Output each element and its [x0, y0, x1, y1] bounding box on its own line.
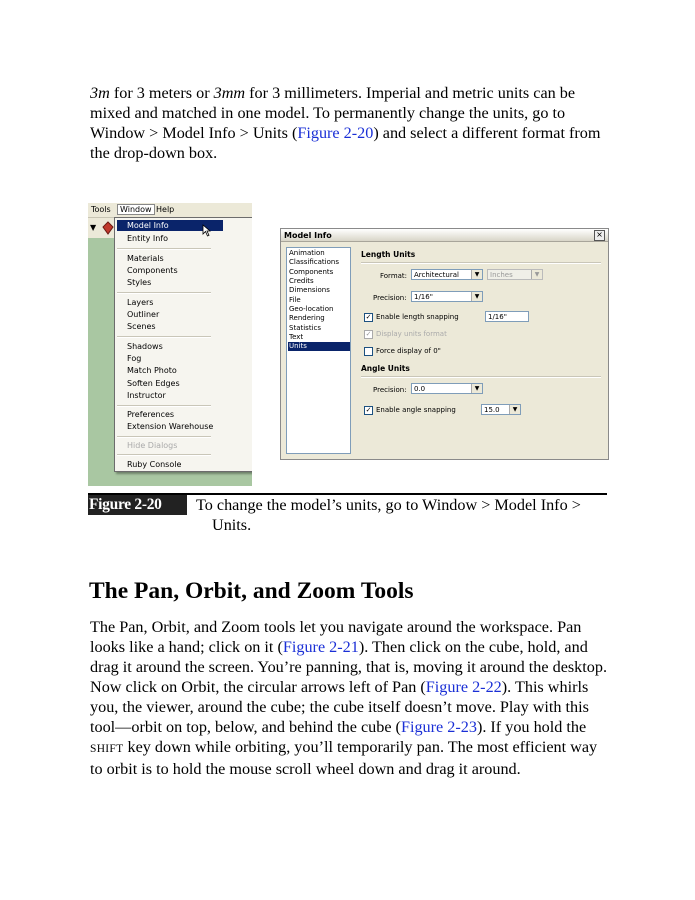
- menu-item-hide-dialogs: Hide Dialogs: [127, 441, 178, 450]
- menu-item-layers[interactable]: Layers: [127, 298, 154, 307]
- category-animation[interactable]: Animation: [289, 249, 325, 257]
- enable-length-snapping-checkbox[interactable]: ✓: [365, 313, 372, 321]
- unit-example-mm: 3mm: [213, 84, 246, 102]
- menu-item-instructor[interactable]: Instructor: [127, 391, 166, 400]
- dropdown-arrow-icon: ▼: [471, 292, 482, 301]
- category-geo-location[interactable]: Geo-location: [289, 305, 334, 313]
- angle-precision-select[interactable]: 0.0 ▼: [411, 383, 483, 394]
- menu-item-components[interactable]: Components: [127, 266, 178, 275]
- figure-2-20-link[interactable]: Figure 2-20: [297, 124, 374, 142]
- menu-item-entity-info[interactable]: Entity Info: [127, 234, 169, 243]
- figure-2-23-link[interactable]: Figure 2-23: [400, 718, 477, 736]
- menu-bar: [88, 203, 252, 218]
- menu-tools[interactable]: Tools: [91, 205, 111, 214]
- dropdown-arrow-icon: ▼: [471, 270, 482, 279]
- dialog-titlebar: [281, 229, 608, 242]
- window-menu-dropdown: [114, 217, 252, 472]
- ruby-tool-icon: [102, 221, 114, 235]
- menu-item-fog[interactable]: Fog: [127, 354, 142, 363]
- menu-separator: [117, 292, 211, 294]
- dropdown-arrow-icon: ▼: [509, 405, 520, 414]
- menu-item-shadows[interactable]: Shadows: [127, 342, 163, 351]
- dropdown-arrow-icon: ▼: [471, 384, 482, 393]
- figure-2-21-link[interactable]: Figure 2-21: [282, 638, 359, 656]
- menu-item-model-info[interactable]: Model Info: [117, 220, 223, 231]
- mouse-cursor-icon: [202, 224, 211, 237]
- category-units[interactable]: Units: [288, 342, 350, 351]
- length-precision-label: Precision:: [373, 294, 407, 302]
- category-file[interactable]: File: [289, 295, 301, 304]
- display-units-format-checkbox: ✓: [365, 330, 372, 338]
- menu-separator: [117, 436, 211, 438]
- menu-window[interactable]: Window: [117, 204, 155, 215]
- category-classifications[interactable]: Classifications: [289, 258, 339, 266]
- shift-key-label: SHIFT: [90, 743, 124, 755]
- menu-item-extension-warehouse[interactable]: Extension Warehouse: [127, 422, 214, 431]
- menu-item-match-photo[interactable]: Match Photo: [127, 366, 177, 375]
- category-list: [286, 247, 351, 454]
- menu-item-styles[interactable]: Styles: [127, 278, 152, 287]
- figure-label: Figure 2-20: [88, 495, 187, 515]
- category-components[interactable]: Components: [289, 267, 334, 276]
- length-precision-select[interactable]: 1/16" ▼: [411, 291, 483, 302]
- force-display-zero-label: Force display of 0": [376, 347, 441, 355]
- menu-item-soften-edges[interactable]: Soften Edges: [127, 379, 180, 388]
- menu-item-materials[interactable]: Materials: [127, 254, 164, 263]
- menu-separator: [117, 336, 211, 338]
- unit-select: Inches ▼: [487, 269, 543, 280]
- dropdown-arrow-icon: ▼: [90, 223, 97, 232]
- menu-separator: [117, 405, 211, 407]
- category-text[interactable]: Text: [289, 333, 304, 341]
- enable-angle-snapping-label: Enable angle snapping: [376, 406, 456, 414]
- figure-2-22-link[interactable]: Figure 2-22: [425, 678, 502, 696]
- category-credits[interactable]: Credits: [289, 277, 314, 285]
- window-menu-screenshot: [88, 203, 252, 486]
- menu-item-ruby-console[interactable]: Ruby Console: [127, 460, 182, 469]
- unit-example-meters: 3m: [90, 84, 110, 102]
- section-divider: [361, 262, 601, 264]
- model-info-dialog: [280, 228, 609, 460]
- angle-precision-label: Precision:: [373, 386, 407, 394]
- format-select[interactable]: Architectural ▼: [411, 269, 483, 280]
- length-units-header: Length Units: [361, 250, 416, 259]
- category-rendering[interactable]: Rendering: [289, 314, 325, 322]
- dialog-title: Model Info: [284, 231, 332, 240]
- enable-angle-snapping-checkbox[interactable]: ✓: [365, 406, 372, 414]
- body-paragraph: The Pan, Orbit, and Zoom tools let you navigate around the workspace. Pan looks like a hand; click on it (Figure 2-21). Then click on the cube, hold, and drag it around the screen. You’re panning, that is, moving it around the desktop. Now click on Orbit, the circular arrows left of Pan (Figure 2-22). This whirls you, the viewer, around the cube; the cube itself doesn’t move. Play with this tool—orbit on top, below, and behind the cube (Figure 2-23). If you hold the SHIFT key down while orbiting, you’ll temporarily pan. The most efficient way to orbit is to hold the mouse scroll wheel down and drag it around.: [90, 618, 608, 778]
- force-display-zero-checkbox[interactable]: [364, 347, 373, 356]
- category-statistics[interactable]: Statistics: [289, 323, 321, 332]
- menu-item-outliner[interactable]: Outliner: [127, 310, 160, 319]
- angle-units-header: Angle Units: [361, 364, 410, 373]
- figure-caption: To change the model’s units, go to Window > Model Info > Units.: [196, 496, 581, 534]
- category-dimensions[interactable]: Dimensions: [289, 286, 330, 294]
- enable-length-snapping-label: Enable length snapping: [376, 313, 459, 321]
- menu-separator: [117, 248, 211, 250]
- length-snapping-input[interactable]: 1/16": [485, 311, 529, 322]
- section-divider: [361, 376, 601, 378]
- angle-snapping-select[interactable]: 15.0 ▼: [481, 404, 521, 415]
- close-icon[interactable]: ×: [594, 230, 605, 241]
- section-heading: The Pan, Orbit, and Zoom Tools: [89, 578, 414, 604]
- menu-item-preferences[interactable]: Preferences: [127, 410, 175, 419]
- menu-separator: [117, 454, 211, 456]
- menu-help[interactable]: Help: [156, 205, 175, 214]
- intro-paragraph: 3m for 3 meters or 3mm for 3 millimeters. Imperial and metric units can be mixed and matched in one model. To permanently change the units, go to Window > Model Info > Units (Figure 2-20) and select a different format from the drop-down box.: [90, 84, 601, 162]
- menu-item-scenes[interactable]: Scenes: [127, 322, 156, 331]
- format-label: Format:: [380, 272, 408, 280]
- display-units-format-label: Display units format: [376, 330, 447, 338]
- dropdown-arrow-icon: ▼: [531, 270, 542, 279]
